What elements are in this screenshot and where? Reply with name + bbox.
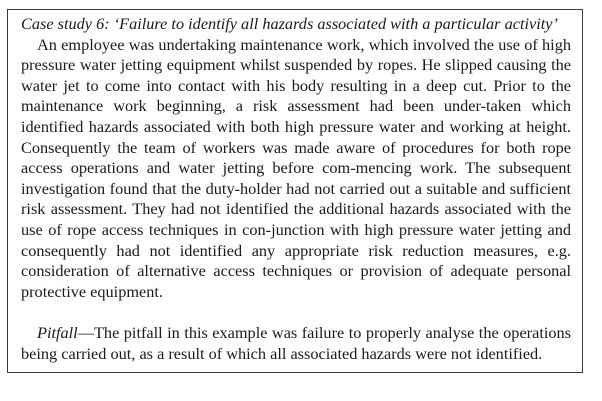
case-study-box (7, 9, 583, 373)
pitfall-label: Pitfall (37, 323, 78, 343)
pitfall-dash: — (77, 323, 94, 343)
case-study-body: An employee was undertaking maintenance work, which involved the use of high pressure water jetting equipment whilst suspended by ropes. He slipped causing the water jet to come into contact with his body resulting in a deep cut. Prior to the maintenance work beginning, a risk assessment had been under-taken which identified hazards associated with both high pressure water and working at height. Consequently the team of workers was made aware of procedures for both rope access operations and water jetting before com-mencing work. The subsequent investigation found that the duty-holder had not carried out a suitable and sufficient risk assessment. They had not identified the additional hazards associated with the use of rope access techniques in con-junction with high pressure water jetting and consequently had not identified any appropriate risk reduction measures, e.g. consideration of alternative access techniques or provision of adequate personal protective equipment. (21, 34, 571, 301)
case-study-paragraph (21, 14, 571, 302)
pitfall-text: The pitfall in this example was failure to properly analyse the operations being carried out, as a result of which all associated hazards were not identified. (21, 323, 571, 363)
pitfall-paragraph (21, 323, 571, 364)
case-study-title: Case study 6: ‘Failure to identify all hazards associated with a particular activity’ (21, 14, 558, 33)
